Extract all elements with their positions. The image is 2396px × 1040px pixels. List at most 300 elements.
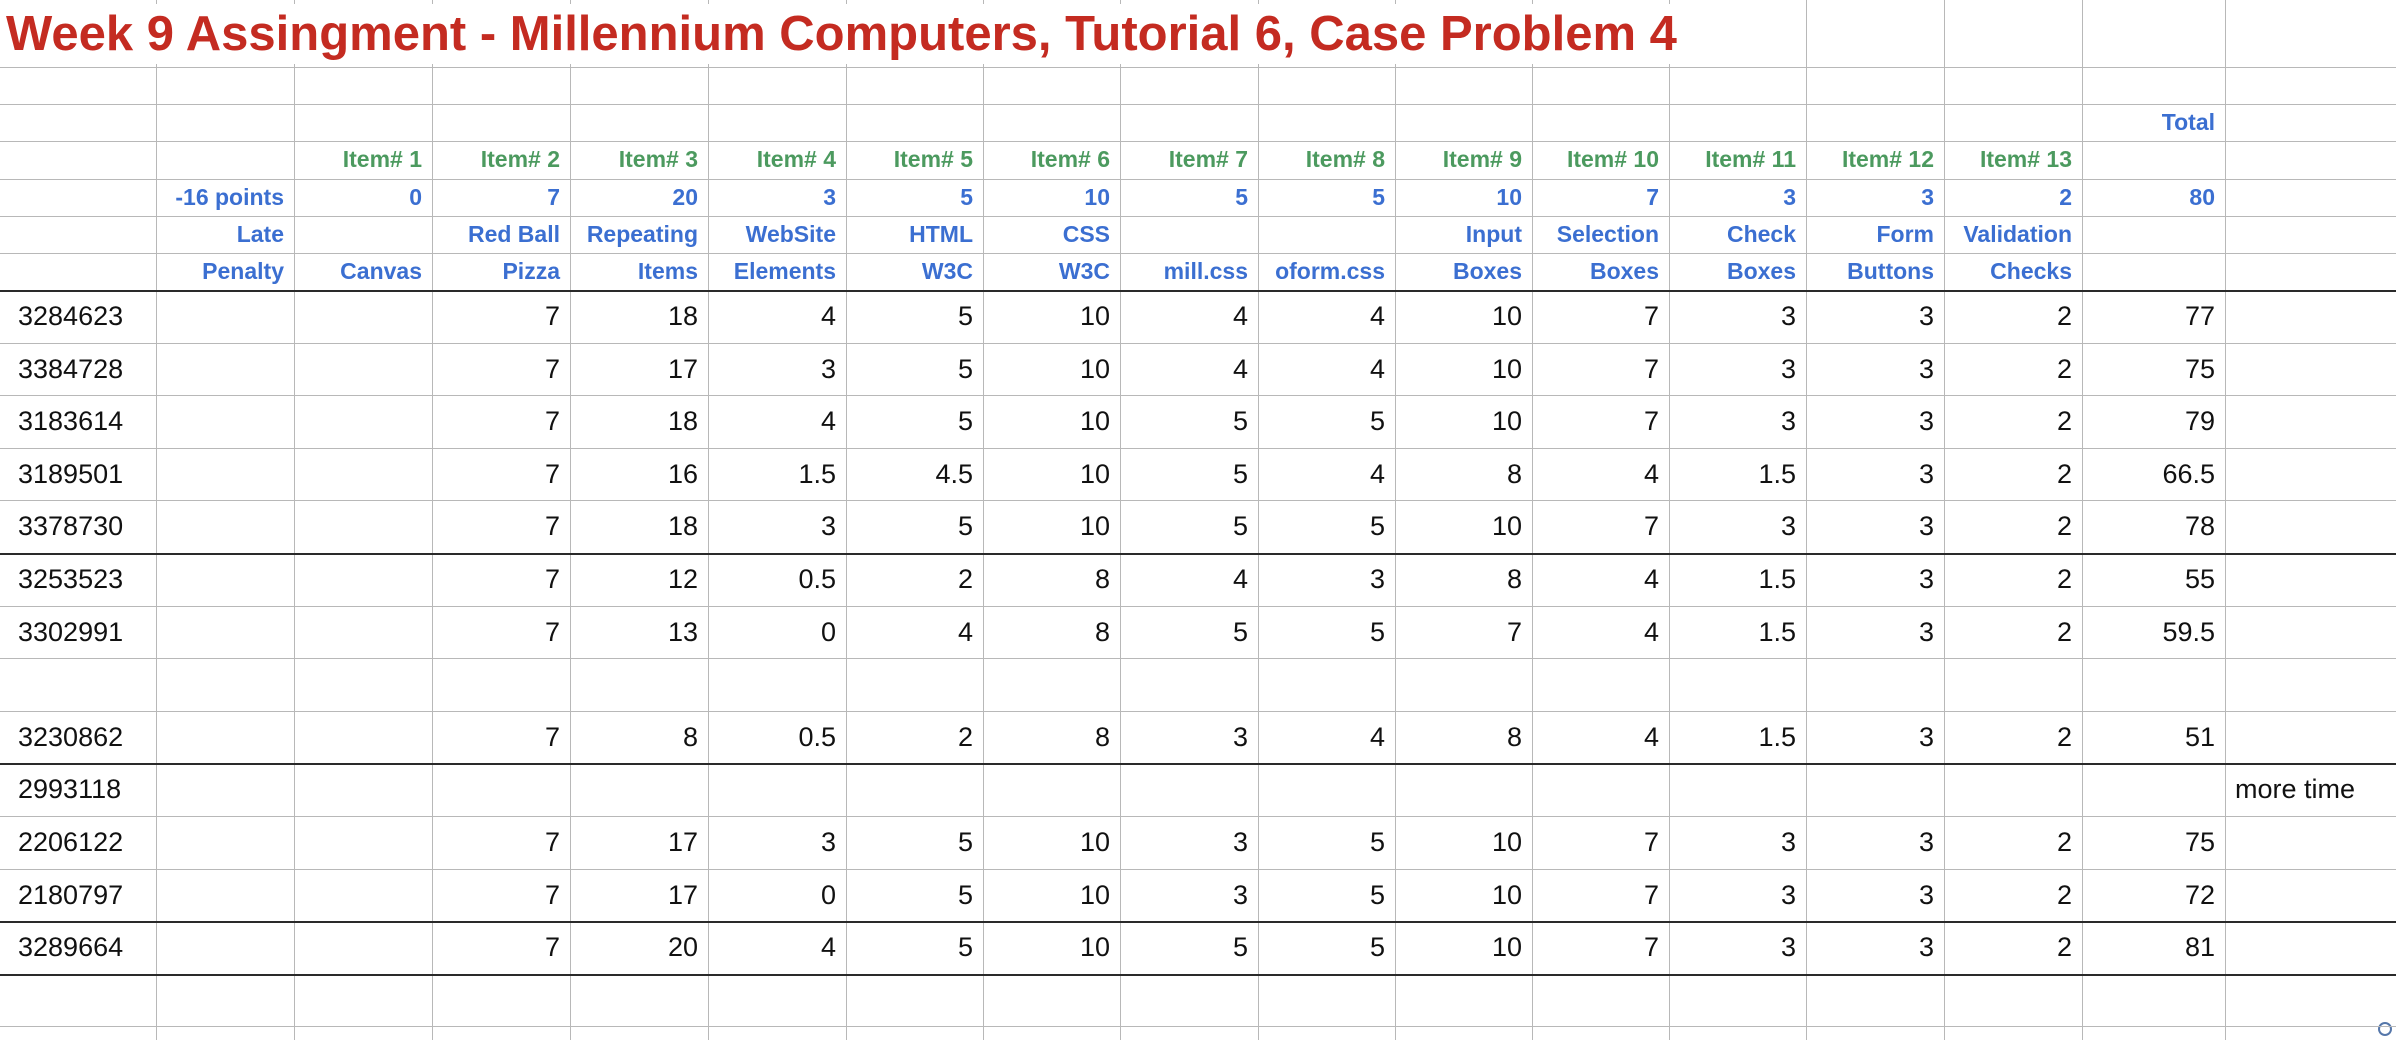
- item-header-cell[interactable]: Item# 3: [618, 146, 698, 172]
- score-cell[interactable]: 4: [1369, 353, 1385, 384]
- item-header-cell[interactable]: [2082, 141, 2225, 178]
- score-cell[interactable]: [156, 921, 294, 974]
- score-cell[interactable]: 3: [820, 353, 836, 384]
- category-header-cell[interactable]: Checks: [1990, 258, 2072, 284]
- score-cell[interactable]: [1532, 763, 1669, 816]
- score-cell[interactable]: 10: [1491, 879, 1522, 910]
- note-cell[interactable]: [2225, 921, 2396, 974]
- score-cell[interactable]: [156, 711, 294, 764]
- points-header-cell[interactable]: 10: [1496, 184, 1522, 210]
- score-cell[interactable]: 4: [820, 406, 836, 437]
- student-id-cell[interactable]: [0, 658, 156, 711]
- item-header-cell[interactable]: Item# 4: [756, 146, 836, 172]
- category-header-cell[interactable]: Canvas: [340, 258, 422, 284]
- score-cell[interactable]: 3: [1918, 511, 1934, 542]
- score-cell[interactable]: 0: [820, 879, 836, 910]
- student-id-cell[interactable]: 3378730: [18, 511, 124, 542]
- score-cell[interactable]: 3: [1780, 879, 1796, 910]
- score-cell[interactable]: 5: [1232, 511, 1248, 542]
- category-header-cell[interactable]: Items: [637, 258, 698, 284]
- score-cell[interactable]: [156, 606, 294, 659]
- note-cell[interactable]: [2225, 658, 2396, 711]
- score-cell[interactable]: 10: [1491, 932, 1522, 963]
- score-cell[interactable]: [294, 395, 432, 448]
- score-cell[interactable]: [1944, 658, 2082, 711]
- score-cell[interactable]: 3: [1918, 932, 1934, 963]
- score-cell[interactable]: 10: [1491, 511, 1522, 542]
- score-cell[interactable]: 7: [1643, 932, 1659, 963]
- score-cell[interactable]: 7: [544, 458, 560, 489]
- score-cell[interactable]: 4.5: [935, 458, 973, 489]
- score-cell[interactable]: 2: [2056, 827, 2072, 857]
- score-cell[interactable]: [156, 553, 294, 606]
- score-cell[interactable]: [708, 658, 846, 711]
- score-cell[interactable]: [1669, 763, 1806, 816]
- score-cell[interactable]: 7: [544, 932, 560, 963]
- category-header-cell[interactable]: Input: [1465, 221, 1522, 247]
- student-id-cell[interactable]: 3183614: [18, 406, 124, 437]
- points-header-cell[interactable]: 3: [1783, 184, 1796, 210]
- item-header-cell[interactable]: Item# 6: [1030, 146, 1110, 172]
- student-id-cell[interactable]: 3302991: [18, 616, 124, 647]
- note-cell[interactable]: [2225, 974, 2396, 1027]
- category-header-cell[interactable]: Selection: [1556, 221, 1659, 247]
- score-cell[interactable]: [1120, 658, 1258, 711]
- score-cell[interactable]: 10: [1491, 353, 1522, 384]
- score-cell[interactable]: [156, 763, 294, 816]
- points-header-cell[interactable]: 20: [672, 184, 698, 210]
- score-cell[interactable]: 8: [1506, 564, 1522, 594]
- note-cell[interactable]: more time: [2235, 774, 2356, 805]
- score-cell[interactable]: 3: [1918, 879, 1934, 910]
- category-header-cell[interactable]: W3C: [921, 258, 973, 284]
- category-header-cell[interactable]: Late: [236, 221, 284, 247]
- score-cell[interactable]: 66.5: [2162, 458, 2215, 489]
- score-cell[interactable]: [156, 974, 294, 1027]
- points-header-cell[interactable]: 3: [823, 184, 836, 210]
- score-cell[interactable]: 4: [1369, 301, 1385, 331]
- score-cell[interactable]: 72: [2184, 879, 2215, 910]
- score-cell[interactable]: 4: [1643, 616, 1659, 647]
- student-id-cell[interactable]: 3289664: [18, 932, 124, 963]
- item-header-cell[interactable]: Item# 8: [1305, 146, 1385, 172]
- score-cell[interactable]: 3: [1232, 879, 1248, 910]
- score-cell[interactable]: 5: [1232, 406, 1248, 437]
- score-cell[interactable]: 7: [1643, 511, 1659, 542]
- score-cell[interactable]: 3: [1780, 827, 1796, 857]
- score-cell[interactable]: 8: [1506, 458, 1522, 489]
- score-cell[interactable]: [1395, 763, 1532, 816]
- score-cell[interactable]: 18: [667, 301, 698, 331]
- points-header-cell[interactable]: 10: [1084, 184, 1110, 210]
- score-cell[interactable]: 2: [2056, 932, 2072, 963]
- category-header-cell[interactable]: HTML: [909, 221, 973, 247]
- score-cell[interactable]: 8: [1094, 721, 1110, 752]
- score-cell[interactable]: 5: [1232, 616, 1248, 647]
- score-cell[interactable]: 3: [1918, 301, 1934, 331]
- score-cell[interactable]: 5: [1369, 616, 1385, 647]
- student-id-cell[interactable]: 3230862: [18, 721, 124, 752]
- score-cell[interactable]: [1532, 974, 1669, 1027]
- score-cell[interactable]: 1.5: [1758, 721, 1796, 752]
- score-cell[interactable]: 4: [1643, 721, 1659, 752]
- score-cell[interactable]: 3: [820, 511, 836, 542]
- score-cell[interactable]: 0.5: [798, 721, 836, 752]
- score-cell[interactable]: 1.5: [1758, 564, 1796, 594]
- score-cell[interactable]: [294, 343, 432, 396]
- score-cell[interactable]: 7: [1643, 827, 1659, 857]
- score-cell[interactable]: 12: [667, 564, 698, 594]
- score-cell[interactable]: 3: [1918, 616, 1934, 647]
- category-header-cell[interactable]: Validation: [1963, 221, 2072, 247]
- item-header-cell[interactable]: Item# 13: [1979, 146, 2072, 172]
- student-id-cell[interactable]: 3189501: [18, 458, 124, 489]
- score-cell[interactable]: [1669, 658, 1806, 711]
- score-cell[interactable]: 16: [667, 458, 698, 489]
- score-cell[interactable]: 3: [1780, 301, 1796, 331]
- score-cell[interactable]: 5: [957, 301, 973, 331]
- item-header-cell[interactable]: Item# 10: [1566, 146, 1659, 172]
- score-cell[interactable]: [156, 448, 294, 501]
- student-id-cell[interactable]: 2206122: [18, 827, 124, 857]
- category-header-cell[interactable]: [2082, 216, 2225, 253]
- category-header-cell[interactable]: Pizza: [502, 258, 560, 284]
- score-cell[interactable]: 5: [1369, 406, 1385, 437]
- score-cell[interactable]: 3: [1918, 353, 1934, 384]
- note-cell[interactable]: [2225, 553, 2396, 606]
- score-cell[interactable]: 3: [1232, 827, 1248, 857]
- score-cell[interactable]: 2: [2056, 616, 2072, 647]
- student-id-cell[interactable]: 2180797: [18, 879, 124, 910]
- score-cell[interactable]: [1669, 974, 1806, 1027]
- score-cell[interactable]: 3: [1780, 406, 1796, 437]
- score-cell[interactable]: 2: [957, 721, 973, 752]
- score-cell[interactable]: 10: [1079, 932, 1110, 963]
- score-cell[interactable]: 3: [1918, 564, 1934, 594]
- score-cell[interactable]: [846, 763, 983, 816]
- score-cell[interactable]: 7: [544, 301, 560, 331]
- student-id-cell[interactable]: 3384728: [18, 353, 124, 384]
- score-cell[interactable]: 10: [1491, 301, 1522, 331]
- category-header-cell[interactable]: CSS: [1062, 221, 1110, 247]
- score-cell[interactable]: 7: [544, 406, 560, 437]
- score-cell[interactable]: 77: [2184, 301, 2215, 331]
- score-cell[interactable]: [294, 921, 432, 974]
- score-cell[interactable]: 10: [1491, 406, 1522, 437]
- score-cell[interactable]: 7: [544, 616, 560, 647]
- score-cell[interactable]: 8: [682, 721, 698, 752]
- score-cell[interactable]: 4: [957, 616, 973, 647]
- score-cell[interactable]: 59.5: [2162, 616, 2215, 647]
- score-cell[interactable]: [983, 658, 1120, 711]
- points-header-cell[interactable]: 7: [547, 184, 560, 210]
- score-cell[interactable]: [570, 658, 708, 711]
- score-cell[interactable]: [294, 869, 432, 922]
- score-cell[interactable]: 1.5: [1758, 616, 1796, 647]
- item-header-cell[interactable]: Item# 12: [1841, 146, 1934, 172]
- score-cell[interactable]: 7: [544, 721, 560, 752]
- score-cell[interactable]: 2: [957, 564, 973, 594]
- score-cell[interactable]: [294, 658, 432, 711]
- score-cell[interactable]: [156, 658, 294, 711]
- score-cell[interactable]: [1806, 763, 1944, 816]
- score-cell[interactable]: 78: [2184, 511, 2215, 542]
- points-header-cell[interactable]: -16 points: [175, 184, 284, 210]
- score-cell[interactable]: 2: [2056, 406, 2072, 437]
- score-cell[interactable]: 3: [820, 827, 836, 857]
- score-cell[interactable]: 5: [957, 827, 973, 857]
- score-cell[interactable]: 4: [1232, 353, 1248, 384]
- score-cell[interactable]: 0.5: [798, 564, 836, 594]
- category-header-cell[interactable]: [2082, 253, 2225, 290]
- score-cell[interactable]: [1120, 974, 1258, 1027]
- score-cell[interactable]: 5: [1369, 511, 1385, 542]
- item-header-cell[interactable]: Item# 7: [1168, 146, 1248, 172]
- score-cell[interactable]: [983, 974, 1120, 1027]
- score-cell[interactable]: 2: [2056, 353, 2072, 384]
- score-cell[interactable]: [1120, 763, 1258, 816]
- score-cell[interactable]: 2: [2056, 564, 2072, 594]
- score-cell[interactable]: 10: [1079, 406, 1110, 437]
- score-cell[interactable]: 79: [2184, 406, 2215, 437]
- score-cell[interactable]: [294, 500, 432, 553]
- score-cell[interactable]: [294, 553, 432, 606]
- score-cell[interactable]: [1258, 763, 1395, 816]
- student-id-cell[interactable]: [0, 974, 156, 1027]
- score-cell[interactable]: 4: [1643, 458, 1659, 489]
- points-header-cell[interactable]: 5: [1372, 184, 1385, 210]
- total-header-cell[interactable]: Total: [2161, 109, 2215, 135]
- category-header-cell[interactable]: Buttons: [1847, 258, 1934, 284]
- score-cell[interactable]: [1806, 974, 1944, 1027]
- note-cell[interactable]: [2225, 290, 2396, 343]
- score-cell[interactable]: 4: [1232, 564, 1248, 594]
- category-header-cell[interactable]: oform.css: [1275, 258, 1385, 284]
- score-cell[interactable]: 5: [957, 932, 973, 963]
- item-header-cell[interactable]: Item# 11: [1705, 146, 1796, 172]
- score-cell[interactable]: 18: [667, 511, 698, 542]
- score-cell[interactable]: 51: [2184, 721, 2215, 752]
- score-cell[interactable]: 18: [667, 406, 698, 437]
- score-cell[interactable]: 10: [1079, 879, 1110, 910]
- category-header-cell[interactable]: Boxes: [1726, 258, 1796, 284]
- score-cell[interactable]: 5: [957, 406, 973, 437]
- score-cell[interactable]: 5: [1232, 458, 1248, 489]
- score-cell[interactable]: [983, 763, 1120, 816]
- score-cell[interactable]: 17: [667, 353, 698, 384]
- note-cell[interactable]: [2225, 606, 2396, 659]
- score-cell[interactable]: 17: [667, 879, 698, 910]
- score-cell[interactable]: 4: [820, 932, 836, 963]
- score-cell[interactable]: 10: [1079, 353, 1110, 384]
- score-cell[interactable]: 4: [1643, 564, 1659, 594]
- score-cell[interactable]: 10: [1079, 511, 1110, 542]
- score-cell[interactable]: [156, 869, 294, 922]
- score-cell[interactable]: 5: [1369, 932, 1385, 963]
- score-cell[interactable]: [846, 974, 983, 1027]
- score-cell[interactable]: 3: [1780, 511, 1796, 542]
- score-cell[interactable]: 3: [1780, 353, 1796, 384]
- score-cell[interactable]: 5: [957, 511, 973, 542]
- score-cell[interactable]: 2: [2056, 301, 2072, 331]
- score-cell[interactable]: 2: [2056, 879, 2072, 910]
- score-cell[interactable]: 7: [1643, 406, 1659, 437]
- points-header-cell[interactable]: 2: [2059, 184, 2072, 210]
- score-cell[interactable]: [1258, 974, 1395, 1027]
- item-header-cell[interactable]: Item# 9: [1442, 146, 1522, 172]
- category-header-cell[interactable]: WebSite: [745, 221, 836, 247]
- score-cell[interactable]: 1.5: [1758, 458, 1796, 489]
- score-cell[interactable]: 8: [1094, 616, 1110, 647]
- score-cell[interactable]: [1944, 763, 2082, 816]
- score-cell[interactable]: 7: [544, 564, 560, 594]
- score-cell[interactable]: 10: [1079, 827, 1110, 857]
- item-header-cell[interactable]: Item# 5: [893, 146, 973, 172]
- score-cell[interactable]: [1258, 658, 1395, 711]
- sheet-title[interactable]: Week 9 Assingment - Millennium Computers, Tutorial 6, Case Problem 4: [6, 4, 1687, 64]
- points-header-cell[interactable]: 80: [2189, 184, 2215, 210]
- score-cell[interactable]: 1.5: [798, 458, 836, 489]
- category-header-cell[interactable]: Boxes: [1589, 258, 1659, 284]
- score-cell[interactable]: [156, 290, 294, 343]
- item-header-cell[interactable]: [156, 141, 294, 178]
- score-cell[interactable]: 3: [1918, 406, 1934, 437]
- note-cell[interactable]: [2225, 500, 2396, 553]
- score-cell[interactable]: [1806, 658, 1944, 711]
- note-cell[interactable]: [2225, 395, 2396, 448]
- score-cell[interactable]: 5: [1369, 827, 1385, 857]
- score-cell[interactable]: 10: [1491, 827, 1522, 857]
- note-cell[interactable]: [2225, 711, 2396, 764]
- score-cell[interactable]: 20: [667, 932, 698, 963]
- category-header-cell[interactable]: Boxes: [1452, 258, 1522, 284]
- score-cell[interactable]: [294, 974, 432, 1027]
- score-cell[interactable]: [708, 763, 846, 816]
- category-header-cell[interactable]: Elements: [733, 258, 836, 284]
- score-cell[interactable]: [294, 290, 432, 343]
- score-cell[interactable]: [2082, 763, 2225, 816]
- score-cell[interactable]: 3: [1918, 721, 1934, 752]
- score-cell[interactable]: 7: [544, 353, 560, 384]
- score-cell[interactable]: [432, 974, 570, 1027]
- score-cell[interactable]: [2082, 974, 2225, 1027]
- score-cell[interactable]: 5: [957, 353, 973, 384]
- score-cell[interactable]: 5: [1369, 879, 1385, 910]
- score-cell[interactable]: [156, 343, 294, 396]
- item-header-cell[interactable]: Item# 1: [342, 146, 422, 172]
- score-cell[interactable]: [294, 763, 432, 816]
- score-cell[interactable]: 4: [1232, 301, 1248, 331]
- note-cell[interactable]: [2225, 343, 2396, 396]
- category-header-cell[interactable]: Form: [1876, 221, 1934, 247]
- student-id-cell[interactable]: 3253523: [18, 564, 124, 594]
- score-cell[interactable]: 2: [2056, 721, 2072, 752]
- category-header-cell[interactable]: Red Ball: [467, 221, 560, 247]
- points-header-cell[interactable]: 7: [1646, 184, 1659, 210]
- category-header-cell[interactable]: [294, 216, 432, 253]
- score-cell[interactable]: 13: [667, 616, 698, 647]
- category-header-cell[interactable]: W3C: [1058, 258, 1110, 284]
- score-cell[interactable]: 2: [2056, 511, 2072, 542]
- score-cell[interactable]: [294, 816, 432, 869]
- score-cell[interactable]: 5: [1232, 932, 1248, 963]
- score-cell[interactable]: 7: [1643, 301, 1659, 331]
- student-id-cell[interactable]: 2993118: [18, 774, 122, 805]
- score-cell[interactable]: [294, 606, 432, 659]
- points-header-cell[interactable]: 3: [1921, 184, 1934, 210]
- score-cell[interactable]: [570, 763, 708, 816]
- score-cell[interactable]: 4: [1369, 721, 1385, 752]
- score-cell[interactable]: [2082, 658, 2225, 711]
- score-cell[interactable]: 8: [1506, 721, 1522, 752]
- category-header-cell[interactable]: Check: [1726, 221, 1796, 247]
- note-cell[interactable]: [2225, 816, 2396, 869]
- score-cell[interactable]: 7: [544, 827, 560, 857]
- score-cell[interactable]: [1532, 658, 1669, 711]
- score-cell[interactable]: [570, 974, 708, 1027]
- score-cell[interactable]: [156, 395, 294, 448]
- note-cell[interactable]: [2225, 869, 2396, 922]
- score-cell[interactable]: 2: [2056, 458, 2072, 489]
- score-cell[interactable]: 0: [820, 616, 836, 647]
- score-cell[interactable]: [156, 500, 294, 553]
- score-cell[interactable]: 7: [1506, 616, 1522, 647]
- score-cell[interactable]: 7: [1643, 879, 1659, 910]
- score-cell[interactable]: [1395, 658, 1532, 711]
- score-cell[interactable]: 7: [544, 879, 560, 910]
- category-header-cell[interactable]: [1120, 216, 1258, 253]
- score-cell[interactable]: 3: [1780, 932, 1796, 963]
- score-cell[interactable]: [432, 763, 570, 816]
- score-cell[interactable]: 4: [1369, 458, 1385, 489]
- score-cell[interactable]: 17: [667, 827, 698, 857]
- score-cell[interactable]: 7: [544, 511, 560, 542]
- note-cell[interactable]: [2225, 448, 2396, 501]
- category-header-cell[interactable]: mill.css: [1163, 258, 1248, 284]
- item-header-cell[interactable]: Item# 2: [480, 146, 560, 172]
- score-cell[interactable]: 3: [1369, 564, 1385, 594]
- points-header-cell[interactable]: 5: [1235, 184, 1248, 210]
- score-cell[interactable]: 81: [2184, 932, 2215, 963]
- category-header-cell[interactable]: Repeating: [586, 221, 698, 247]
- score-cell[interactable]: 8: [1094, 564, 1110, 594]
- score-cell[interactable]: 3: [1918, 458, 1934, 489]
- score-cell[interactable]: [294, 448, 432, 501]
- points-header-cell[interactable]: 5: [960, 184, 973, 210]
- score-cell[interactable]: [708, 974, 846, 1027]
- score-cell[interactable]: [294, 711, 432, 764]
- score-cell[interactable]: 5: [957, 879, 973, 910]
- category-header-cell[interactable]: [1258, 216, 1395, 253]
- score-cell[interactable]: [1395, 974, 1532, 1027]
- score-cell[interactable]: 7: [1643, 353, 1659, 384]
- score-cell[interactable]: 75: [2184, 353, 2215, 384]
- score-cell[interactable]: 3: [1918, 827, 1934, 857]
- score-cell[interactable]: [432, 658, 570, 711]
- points-header-cell[interactable]: 0: [409, 184, 422, 210]
- score-cell[interactable]: [156, 816, 294, 869]
- score-cell[interactable]: 75: [2184, 827, 2215, 857]
- score-cell[interactable]: [846, 658, 983, 711]
- category-header-cell[interactable]: Penalty: [202, 258, 284, 284]
- score-cell[interactable]: 3: [1232, 721, 1248, 752]
- score-cell[interactable]: 10: [1079, 458, 1110, 489]
- score-cell[interactable]: 4: [820, 301, 836, 331]
- student-id-cell[interactable]: 3284623: [18, 301, 124, 331]
- score-cell[interactable]: 55: [2184, 564, 2215, 594]
- score-cell[interactable]: 10: [1079, 301, 1110, 331]
- score-cell[interactable]: [1944, 974, 2082, 1027]
